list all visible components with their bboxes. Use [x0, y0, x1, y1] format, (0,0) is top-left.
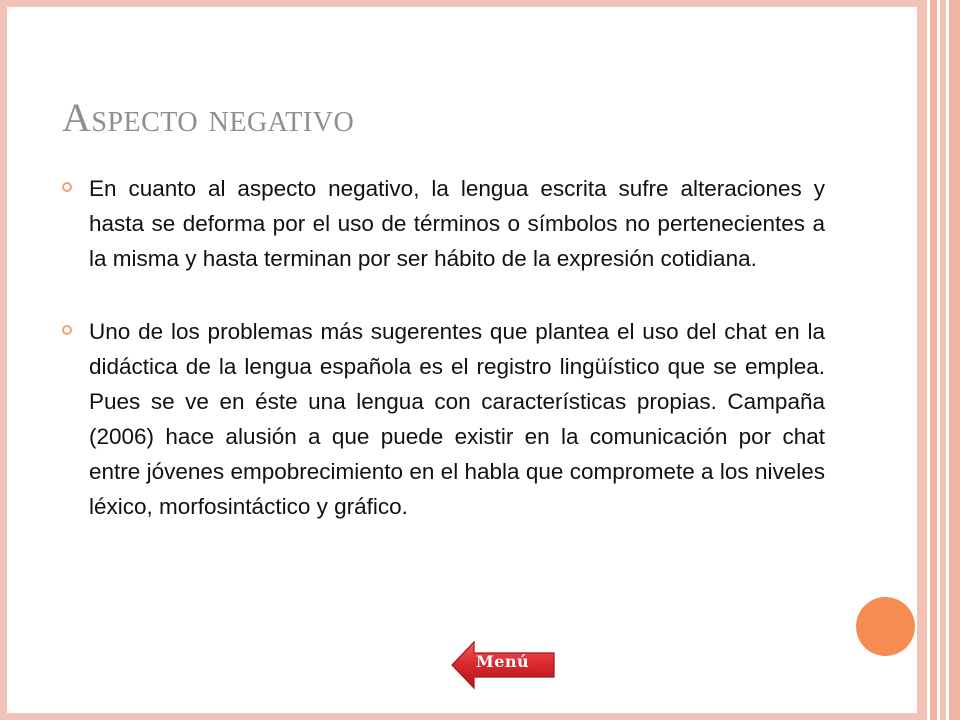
- menu-button[interactable]: [450, 640, 556, 690]
- bullet-text: En cuanto al aspecto negativo, la lengua escrita sufre alteraciones y hasta se deforma por el uso de términos o símbolos no pertenecientes a la misma y hasta terminan por ser hábito de la expresión cotidiana.: [89, 176, 825, 271]
- bullet-ring-icon: [62, 182, 72, 192]
- border-stripe: [930, 0, 937, 720]
- bullet-text: Uno de los problemas más sugerentes que plantea el uso del chat en la didáctica de la lengua española es el registro lingüístico que se emplea. Pues se ve en éste una lengua con características propias. Campaña (2006) hace alusión a que puede existir en la comunicación por chat entre jóvenes empobrecimiento en el habla que compromete a los niveles léxico, morfosintáctico y gráfico.: [89, 319, 825, 519]
- bullet-ring-icon: [62, 325, 72, 335]
- accent-circle: [856, 597, 915, 656]
- border-stripe: [949, 0, 960, 720]
- border-stripe: [917, 0, 927, 720]
- bullet-item: [62, 171, 825, 276]
- bullet-item: [62, 314, 825, 524]
- bullet-list: [62, 171, 825, 524]
- slide-title: Aspecto negativo: [62, 95, 355, 140]
- menu-label: Menú: [476, 652, 530, 671]
